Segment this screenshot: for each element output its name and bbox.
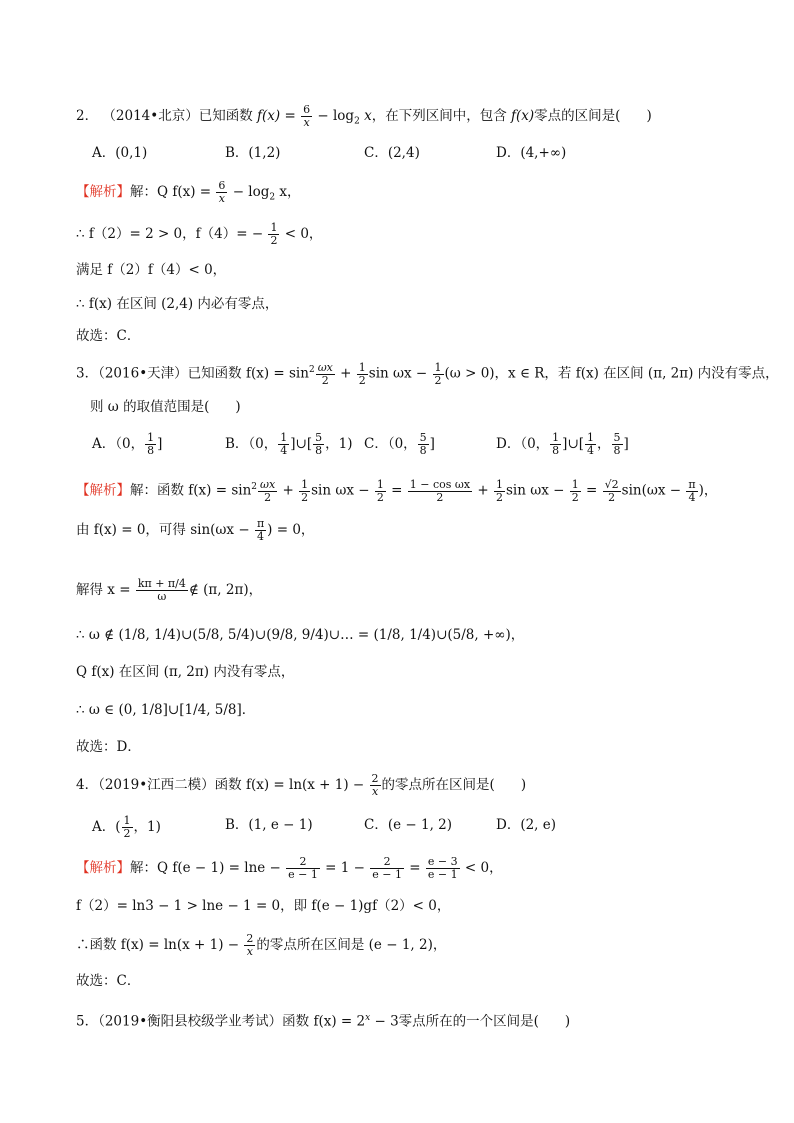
q3-optA-frac xyxy=(145,432,156,457)
q3-a2: 由 f(x) = 0，可得 sin(ωx − xyxy=(76,522,254,538)
q2-log-x: x xyxy=(359,108,372,124)
q4-a1-f3d: e − 1 xyxy=(427,868,458,881)
q4-a1-f3n: e − 3 xyxy=(427,855,458,868)
q5-stem-b: − 3零点所在的一个区间是( xyxy=(370,1013,539,1030)
q3-a1-frac8 xyxy=(686,479,697,504)
q2-frac xyxy=(301,104,312,129)
q4-a1-frac1 xyxy=(286,856,320,881)
q3-frac3 xyxy=(433,362,444,387)
q4-stem-b: 的零点所在区间是( xyxy=(381,777,495,793)
q3-plus: + xyxy=(335,365,356,382)
q2-option-c: C．(2,4) xyxy=(364,145,420,161)
q3-optB-n2: 5 xyxy=(315,431,323,444)
q3-a3-d: ω xyxy=(157,590,167,603)
q3-a1-f8d: 4 xyxy=(688,490,696,504)
q3-a1-f5n: 1 xyxy=(495,477,503,491)
q3-a1-f5d: 2 xyxy=(495,490,503,504)
q2-analysis-l3: 满足 f（2）f（4）< 0， xyxy=(76,262,227,278)
q3-optD-d2: 4 xyxy=(587,444,595,457)
q2-a2: ∴ f（2）= 2 > 0，f（4）= − xyxy=(76,226,268,242)
q2-option-a: A．(0,1) xyxy=(92,145,148,161)
q2-eq: = xyxy=(280,108,301,124)
q3-a1-end: sin(ωx − xyxy=(621,482,686,499)
q3-optD-d3: 8 xyxy=(613,444,621,457)
q3-a1-f2n: 1 xyxy=(301,477,309,491)
q3-frac3-den: 2 xyxy=(434,373,442,387)
q2-a1c: x， xyxy=(275,184,301,200)
q3-a1-sin: sin ωx − xyxy=(311,482,374,499)
q5-stem-a: 函数 f(x) = 2 xyxy=(282,1013,366,1030)
analysis-tag: 【解析】 xyxy=(76,860,130,876)
q3-a2-end: ) = 0， xyxy=(267,522,315,538)
q3-optD-frac2 xyxy=(585,432,596,457)
q3-analysis-l2 xyxy=(76,518,314,543)
q3-a1-sin2: sin ωx − xyxy=(505,482,569,499)
q4-optA: A．( xyxy=(92,819,121,835)
q3-optB-m: ]∪[ xyxy=(290,436,313,452)
q3-a1-f2d: 2 xyxy=(301,490,309,504)
q3-optD-e: ] xyxy=(623,436,629,452)
q2-a1a: 解：Q f(x) = xyxy=(130,184,216,200)
q3-frac2-den: 2 xyxy=(358,373,366,387)
q2-a2-num: 1 xyxy=(270,221,278,234)
q4-option-b: B．(1, e − 1) xyxy=(225,817,313,833)
q2-close: ) xyxy=(646,108,652,124)
q3-a1-f1n: ωx xyxy=(260,477,276,491)
q2-a1-den: x xyxy=(218,192,226,205)
q4-a3-end: 的零点所在区间是 (e − 1, 2)， xyxy=(256,937,447,953)
q3-cond: (ω > 0)，x ∈ R，若 f(x) 在区间 (π, 2π) 内没有零点， xyxy=(444,365,779,382)
q3-a1-f1d: 2 xyxy=(264,490,272,504)
q2-number: 2． xyxy=(76,108,99,124)
q4-option-d: D．(2, e) xyxy=(496,817,557,833)
q2-stem xyxy=(76,104,652,132)
q4-optA-e: ，1) xyxy=(133,819,161,835)
q2-analysis-l2 xyxy=(76,222,322,247)
q3-optD-d: 8 xyxy=(552,444,560,457)
q3-stem-b-text: 则 ω 的取值范围是( xyxy=(90,399,210,415)
q3-frac1-den: 2 xyxy=(321,373,329,387)
q2-a1-sub: 2 xyxy=(269,192,276,203)
q3-a1: 解：函数 f(x) = sin xyxy=(130,482,252,499)
q3-option-a xyxy=(92,432,162,457)
analysis-tag: 【解析】 xyxy=(76,482,130,499)
q4-a1-end: < 0， xyxy=(460,860,503,876)
q3-sup: 2 xyxy=(308,365,315,375)
q3-optD-n: 1 xyxy=(552,431,560,444)
q3-stem-a: 已知函数 f(x) = sin xyxy=(187,365,309,382)
q2-analysis-l5: 故选：C． xyxy=(76,328,141,344)
q2-option-d: D．(4,+∞) xyxy=(496,145,567,161)
q4-a1: 解：Q f(e − 1) = lne − xyxy=(130,860,286,876)
q3-a1-frac4 xyxy=(408,479,472,504)
q3-analysis-l4: ∴ ω ∉ (1/8, 1/4)∪(5/8, 5/4)∪(9/8, 9/4)∪… = (1/8, 1/4)∪(5/8, +∞)， xyxy=(76,627,525,643)
q3-analysis-l3 xyxy=(76,578,262,603)
q4-a1-frac2 xyxy=(370,856,404,881)
q3-number: 3． xyxy=(76,365,99,382)
q3-a2-d: 4 xyxy=(257,530,265,543)
q2-a2-den: 2 xyxy=(270,234,278,247)
q4-analysis-l2: f（2）= ln3 − 1 > lne − 1 = 0，即 f(e − 1)gf（2）< 0， xyxy=(76,898,451,914)
q2-a1-num: 6 xyxy=(218,179,226,192)
q4-optA-frac xyxy=(122,815,133,840)
q2-source: （2014•北京） xyxy=(102,108,199,124)
q4-analysis-l4: 故选：C． xyxy=(76,973,141,989)
q4-a1-eq2: = xyxy=(404,860,425,876)
q3-a2-frac xyxy=(255,518,266,543)
q2-stem-c: 零点的区间是( xyxy=(534,108,621,124)
q4-a3-n: 2 xyxy=(246,932,254,945)
q4-stem-a: 函数 f(x) = ln(x + 1) − xyxy=(214,777,369,793)
q3-a1-frac5 xyxy=(494,479,505,504)
q3-optC-e: ] xyxy=(429,436,435,452)
q5-close: ) xyxy=(564,1013,571,1030)
q3-optA: A．（0， xyxy=(92,436,145,452)
q3-optC-d: 8 xyxy=(419,444,427,457)
q3-a1-mid: + xyxy=(278,482,299,499)
q3-a1-f4n: 1 − cos ωx xyxy=(409,477,471,491)
q3-analysis-l6: ∴ ω ∈ (0, 1/8]∪[1/4, 5/8]． xyxy=(76,702,256,718)
q3-source: （2016•天津） xyxy=(98,365,188,382)
q3-option-d xyxy=(496,432,629,457)
q4-frac-d: x xyxy=(371,785,379,798)
q3-a1-f7d: 2 xyxy=(608,490,616,504)
q3-a3-frac xyxy=(136,578,188,603)
q4-frac xyxy=(370,773,381,798)
q3-a1-frac7 xyxy=(603,479,621,504)
q3-stem xyxy=(76,360,779,387)
q5-stem xyxy=(76,1008,570,1032)
q3-optB-e: ，1) xyxy=(325,436,353,452)
q2-a2b: < 0， xyxy=(280,226,323,242)
q5-source: （2019•衡阳县校级学业考试） xyxy=(98,1013,283,1030)
q3-a1-f6d: 2 xyxy=(571,490,579,504)
q4-a1-f2d: e − 1 xyxy=(372,868,402,881)
q2-option-b: B．(1,2) xyxy=(225,145,281,161)
q4-a1-frac3 xyxy=(426,856,460,881)
q3-a1-sup: 2 xyxy=(251,482,258,492)
q3-a1-f3d: 2 xyxy=(376,490,384,504)
q3-a1-frac1 xyxy=(258,479,277,504)
q3-a3: 解得 x = xyxy=(76,582,135,598)
q3-a1-mid2: + xyxy=(473,482,493,499)
q4-a1-eq: = 1 − xyxy=(320,860,370,876)
q4-a3-frac xyxy=(244,933,255,958)
q2-log: − log xyxy=(313,108,355,124)
q4-a1-f1n: 2 xyxy=(286,856,320,869)
q3-frac2-num: 1 xyxy=(358,360,366,374)
q3-option-c xyxy=(364,432,435,457)
q3-optA-n: 1 xyxy=(147,431,155,444)
q3-optD-m: ]∪[ xyxy=(562,436,585,452)
q4-optA-n: 1 xyxy=(123,814,131,827)
q3-a1-frac2 xyxy=(299,479,310,504)
q4-close: ) xyxy=(520,777,527,793)
q3-frac1 xyxy=(316,362,335,387)
q5-number: 5． xyxy=(76,1013,99,1030)
q3-optA-d: 8 xyxy=(147,444,155,457)
q3-a3-n: kπ + π/4 xyxy=(137,577,186,590)
q3-optC: C．（0， xyxy=(364,436,417,452)
q3-frac2 xyxy=(357,362,368,387)
q4-analysis-l3 xyxy=(76,933,446,958)
q2-frac-num: 6 xyxy=(303,103,311,116)
q3-analysis-l5: Q f(x) 在区间 (π, 2π) 内没有零点， xyxy=(76,664,295,680)
q4-a1-f1d: e − 1 xyxy=(288,868,318,881)
q2-analysis-l4: ∴ f(x) 在区间 (2,4) 内必有零点， xyxy=(76,296,279,312)
q3-optD: D．（0， xyxy=(496,436,550,452)
q3-optB-n: 1 xyxy=(280,431,288,444)
q4-optA-d: 2 xyxy=(123,827,131,840)
q3-a1-frac6 xyxy=(570,479,581,504)
q3-analysis-l7: 故选：D． xyxy=(76,739,141,755)
q4-a1-f2n: 2 xyxy=(370,856,404,869)
q4-option-c: C．(e − 1, 2) xyxy=(364,817,453,833)
q3-optD-frac3 xyxy=(612,432,623,457)
q4-a3-d: x xyxy=(246,945,253,958)
q2-a1b: − log xyxy=(228,184,270,200)
q4-frac-n: 2 xyxy=(371,772,379,785)
q3-a1-f7n: √2 xyxy=(604,477,619,491)
q3-a1-f8n: π xyxy=(688,477,696,491)
q3-optB-d: 4 xyxy=(280,444,288,457)
q3-frac3-num: 1 xyxy=(434,360,442,374)
q3-option-b xyxy=(225,432,352,457)
q2-frac-den: x xyxy=(303,116,310,129)
q5-sup: x xyxy=(365,1013,371,1023)
q2-fx: f(x) xyxy=(257,108,281,124)
q2-a2-frac xyxy=(268,222,279,247)
q3-a1-eq: = xyxy=(386,482,407,499)
q2-stem-text: 已知函数 xyxy=(198,108,253,124)
q3-a1-frac3 xyxy=(375,479,386,504)
q4-a3: ∴函数 f(x) = ln(x + 1) − xyxy=(76,937,244,953)
q3-optB-frac2 xyxy=(313,432,324,457)
q2-stem-b: ，在下列区间中，包含 xyxy=(371,108,507,124)
q3-a3-end: ∉ (π, 2π)， xyxy=(188,582,263,598)
q3-optD-n2: 1 xyxy=(587,431,595,444)
q3-optD-frac xyxy=(550,432,561,457)
q2-log-sub: 2 xyxy=(354,116,360,127)
q3-sin: sin ωx − xyxy=(368,365,432,382)
q3-a1-eq2: = xyxy=(581,482,602,499)
q3-a2-n: π xyxy=(256,517,265,530)
q4-stem xyxy=(76,773,526,798)
q3-optD-n3: 5 xyxy=(613,431,621,444)
analysis-tag: 【解析】 xyxy=(76,184,130,200)
q3-a1-f4d: 2 xyxy=(436,490,444,504)
q3-frac1-num: ωx xyxy=(317,360,333,374)
q3-optB-d2: 8 xyxy=(315,444,323,457)
q2-a1-frac xyxy=(216,180,227,205)
q3-optB: B．（0， xyxy=(225,436,278,452)
q4-source: （2019•江西二模） xyxy=(98,777,215,793)
q3-optC-frac xyxy=(418,432,429,457)
q3-a1-close: )， xyxy=(698,482,718,499)
q3-optC-n: 5 xyxy=(419,431,427,444)
q2-analysis-l1 xyxy=(76,180,301,208)
q3-optA-e: ] xyxy=(157,436,163,452)
q3-stem-b xyxy=(90,397,241,417)
q4-analysis-l1 xyxy=(76,856,503,881)
q3-a1-f6n: 1 xyxy=(571,477,579,491)
q3-optB-frac xyxy=(278,432,289,457)
q3-optD-c: ， xyxy=(597,436,611,452)
q3-a1-f3n: 1 xyxy=(376,477,384,491)
q4-number: 4． xyxy=(76,777,99,793)
q4-option-a xyxy=(92,815,161,840)
q3-analysis-l1 xyxy=(76,477,717,504)
q2-fx2: f(x) xyxy=(511,108,535,124)
q3-close: ) xyxy=(235,399,241,415)
